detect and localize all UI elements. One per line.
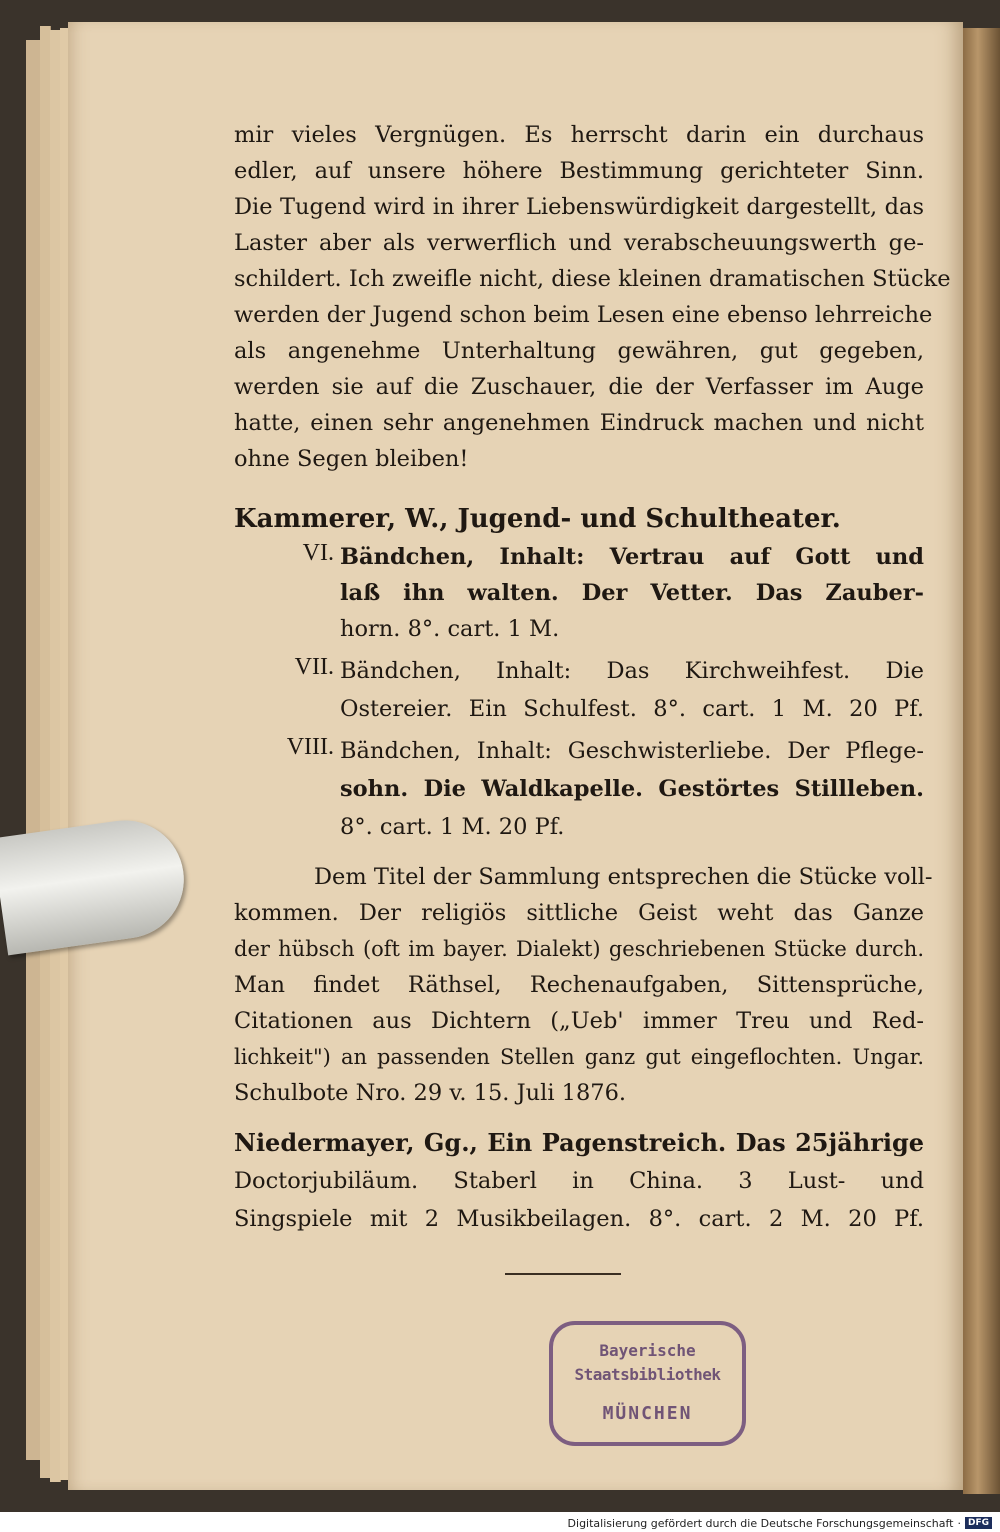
- body-line: schildert. Ich zweifle nicht, diese kleinen dramatischen Stücke: [234, 266, 951, 292]
- volume-numeral: VI.: [302, 540, 334, 566]
- volume-line: laß ihn walten. Der Vetter. Das Zauber-: [340, 580, 924, 606]
- body-line: als angenehme Unterhaltung gewähren, gut gegeben,: [234, 338, 924, 364]
- body-line: werden der Jugend schon beim Lesen eine ebenso lehrreiche: [234, 302, 933, 328]
- volume-line: Bändchen, Inhalt: Vertrau auf Gott und: [340, 544, 924, 570]
- volume-line: Bändchen, Inhalt: Geschwisterliebe. Der Pflege-: [340, 738, 924, 764]
- volume-line: horn. 8°. cart. 1 M.: [340, 616, 560, 642]
- body-line: edler, auf unsere höhere Bestimmung gerichteter Sinn.: [234, 158, 924, 184]
- review-line: kommen. Der religiös sittliche Geist weht das Ganze: [234, 900, 924, 926]
- body-line: Laster aber als verwerflich und verabscheuungswerth ge-: [234, 230, 924, 256]
- section-divider: [505, 1273, 621, 1275]
- page-edge: [26, 40, 41, 1460]
- review-line: lichkeit") an passenden Stellen ganz gut eingeflochten. Ungar.: [234, 1045, 924, 1069]
- digitization-footer: Digitalisierung gefördert durch die Deutsche Forschungsgemeinschaft · DFG: [568, 1514, 992, 1532]
- volume-line: Ostereier. Ein Schulfest. 8°. cart. 1 M. 20 Pf.: [340, 696, 924, 722]
- body-line: werden sie auf die Zuschauer, die der Verfasser im Auge: [234, 374, 924, 400]
- book-binding-edge: [963, 28, 1000, 1494]
- entry-heading-kammerer: Kammerer, W., Jugend- und Schultheater.: [234, 504, 841, 534]
- volume-line: 8°. cart. 1 M. 20 Pf.: [340, 814, 565, 840]
- volume-line: sohn. Die Waldkapelle. Gestörtes Stillleben.: [340, 776, 924, 802]
- review-line: Citationen aus Dichtern („Ueb' immer Treu und Red-: [234, 1008, 924, 1034]
- body-line: hatte, einen sehr angenehmen Eindruck machen und nicht: [234, 410, 924, 436]
- review-line: Schulbote Nro. 29 v. 15. Juli 1876.: [234, 1080, 627, 1106]
- body-line: Die Tugend wird in ihrer Liebenswürdigkeit dargestellt, das: [234, 194, 924, 220]
- entry-line: Singspiele mit 2 Musikbeilagen. 8°. cart. 2 M. 20 Pf.: [234, 1206, 924, 1232]
- footer-text: Digitalisierung gefördert durch die Deutsche Forschungsgemeinschaft: [567, 1516, 954, 1530]
- review-line: Dem Titel der Sammlung entsprechen die Stücke voll-: [314, 864, 933, 890]
- entry-line: Doctorjubiläum. Staberl in China. 3 Lust- und: [234, 1168, 924, 1194]
- stamp-line: Staatsbibliothek: [574, 1365, 721, 1384]
- volume-numeral: VIII.: [286, 734, 334, 760]
- library-stamp: [549, 1321, 746, 1446]
- volume-line: Bändchen, Inhalt: Das Kirchweihfest. Die: [340, 658, 924, 684]
- review-line: Man findet Räthsel, Rechenaufgaben, Sittensprüche,: [234, 972, 924, 998]
- stamp-line: MÜNCHEN: [602, 1403, 693, 1424]
- body-line: mir vieles Vergnügen. Es herrscht darin ein durchaus: [234, 122, 924, 148]
- volume-numeral: VII.: [294, 654, 334, 680]
- entry-heading-niedermayer: Niedermayer, Gg., Ein Pagenstreich. Das 25jährige: [234, 1128, 924, 1157]
- dfg-logo-icon: DFG: [965, 1517, 992, 1529]
- body-line: ohne Segen bleiben!: [234, 446, 469, 472]
- review-line: der hübsch (oft im bayer. Dialekt) geschriebenen Stücke durch.: [234, 937, 924, 961]
- stamp-line: Bayerische: [599, 1341, 696, 1360]
